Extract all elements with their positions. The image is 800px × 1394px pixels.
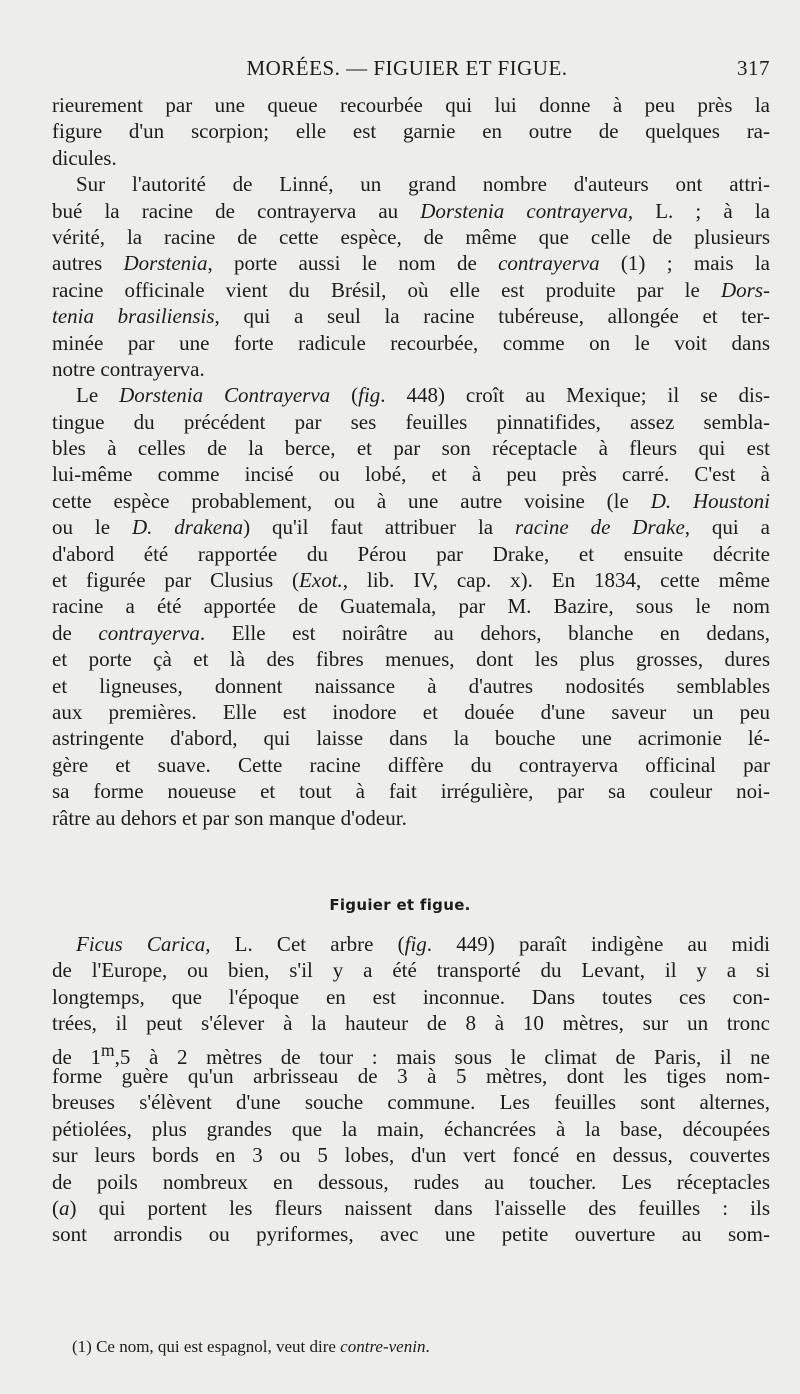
text-line: figure d'un scorpion; elle est garnie en outre de quelques ra- (52, 119, 770, 144)
text-line: dicules. (52, 145, 117, 170)
text-line: forme guère qu'un arbrisseau de 3 à 5 mètres, dont les tiges nom- (52, 1063, 770, 1088)
text-line: râtre au dehors et par son manque d'odeur. (52, 805, 407, 830)
section-heading: Figuier et figue. (329, 896, 471, 914)
text-line: tenia brasiliensis, qui a seul la racine tubéreuse, allongée et ter- (52, 304, 770, 329)
text-line: autres Dorstenia, porte aussi le nom de contrayerva (1) ; mais la (52, 251, 770, 276)
text-line: racine officinale vient du Brésil, où elle est produite par le Dors- (52, 277, 770, 302)
text-line: sont arrondis ou pyriformes, avec une petite ouverture au som- (52, 1222, 770, 1247)
top-paragraph (52, 171, 770, 382)
page-number: 317 (737, 56, 770, 80)
text-line: de l'Europe, ou bien, s'il y a été transporté du Levant, il y a si (52, 958, 770, 983)
text-line: Ficus Carica, L. Cet arbre (fig. 449) paraît indigène au midi (76, 932, 770, 956)
footnote: (1) Ce nom, qui est espagnol, veut dire contre-venin. (72, 1337, 430, 1356)
text-line: ou le D. drakena) qu'il faut attribuer la racine de Drake, qui a (52, 515, 770, 540)
text-line: de contrayerva. Elle est noirâtre au dehors, blanche en dedans, (52, 620, 770, 645)
bottom-paragraph (52, 931, 770, 1248)
text-line: gère et suave. Cette racine diffère du contrayerva officinal par (52, 752, 770, 777)
text-line: de poils nombreux en dessous, rudes au toucher. Les réceptacles (52, 1169, 770, 1194)
header-title: MORÉES. — FIGUIER ET FIGUE. (246, 56, 568, 80)
text-line: lui-même comme incisé ou lobé, et à peu près carré. C'est à (52, 462, 770, 487)
text-line: et porte çà et là des fibres menues, dont les plus grosses, dures (52, 647, 770, 672)
text-line: et ligneuses, donnent naissance à d'autres nodosités semblables (52, 673, 770, 698)
text-line: de 1$^m$,5 à 2 mètres de tour : mais sous le climat de Paris, il ne (52, 1039, 770, 1069)
text-line: cette espèce probablement, ou à une autre voisine (le D. Houstoni (52, 488, 770, 513)
text-line: Le Dorstenia Contrayerva (fig. 448) croît au Mexique; il se dis- (76, 383, 771, 408)
text-line: bué la racine de contrayerva au Dorstenia contrayerva, L. ; à la (52, 198, 770, 223)
text-block-bottom (52, 931, 770, 1248)
text-block-top (52, 92, 770, 831)
text-line: rieurement par une queue recourbée qui lui donne à peu près la (52, 93, 770, 117)
text-line: notre contrayerva. (52, 356, 205, 381)
running-header (44, 56, 770, 84)
text-line: astringente d'abord, qui laisse dans la bouche une acrimonie lé- (52, 726, 770, 751)
top-paragraph (52, 382, 770, 831)
text-line: et figurée par Clusius (Exot., lib. IV, cap. x). En 1834, cette même (52, 568, 770, 593)
top-paragraph (52, 92, 770, 171)
text-line: minée par une forte radicule recourbée, comme on le voit dans (52, 330, 770, 355)
text-line: sur leurs bords en 3 ou 5 lobes, d'un vert foncé en dessus, couvertes (52, 1143, 770, 1168)
text-line: Sur l'autorité de Linné, un grand nombre d'auteurs ont attri- (76, 172, 770, 197)
text-line: d'abord été rapportée du Pérou par Drake, et ensuite décrite (52, 541, 770, 566)
text-line: vérité, la racine de cette espèce, de même que celle de plusieurs (52, 224, 770, 249)
text-line: trées, il peut s'élever à la hauteur de 8 à 10 mètres, sur un tronc (52, 1011, 770, 1036)
text-line: breuses s'élèvent d'une souche commune. Les feuilles sont alternes, (52, 1090, 770, 1115)
text-line: sa forme noueuse et tout à fait irrégulière, par sa couleur noi- (52, 779, 770, 804)
text-line: (a) qui portent les fleurs naissent dans l'aisselle des feuilles : ils (52, 1195, 770, 1220)
text-line: racine a été apportée de Guatemala, par M. Bazire, sous le nom (52, 594, 770, 619)
text-line: pétiolées, plus grandes que la main, échancrées à la base, découpées (52, 1116, 770, 1141)
text-line: tingue du précédent par ses feuilles pinnatifides, assez sembla- (52, 409, 770, 434)
text-line: longtemps, que l'époque en est inconnue. Dans toutes ces con- (52, 984, 770, 1009)
text-line: bles à celles de la berce, et par son réceptacle à fleurs qui est (52, 436, 770, 461)
text-line: aux premières. Elle est inodore et douée d'une saveur un peu (52, 699, 770, 724)
